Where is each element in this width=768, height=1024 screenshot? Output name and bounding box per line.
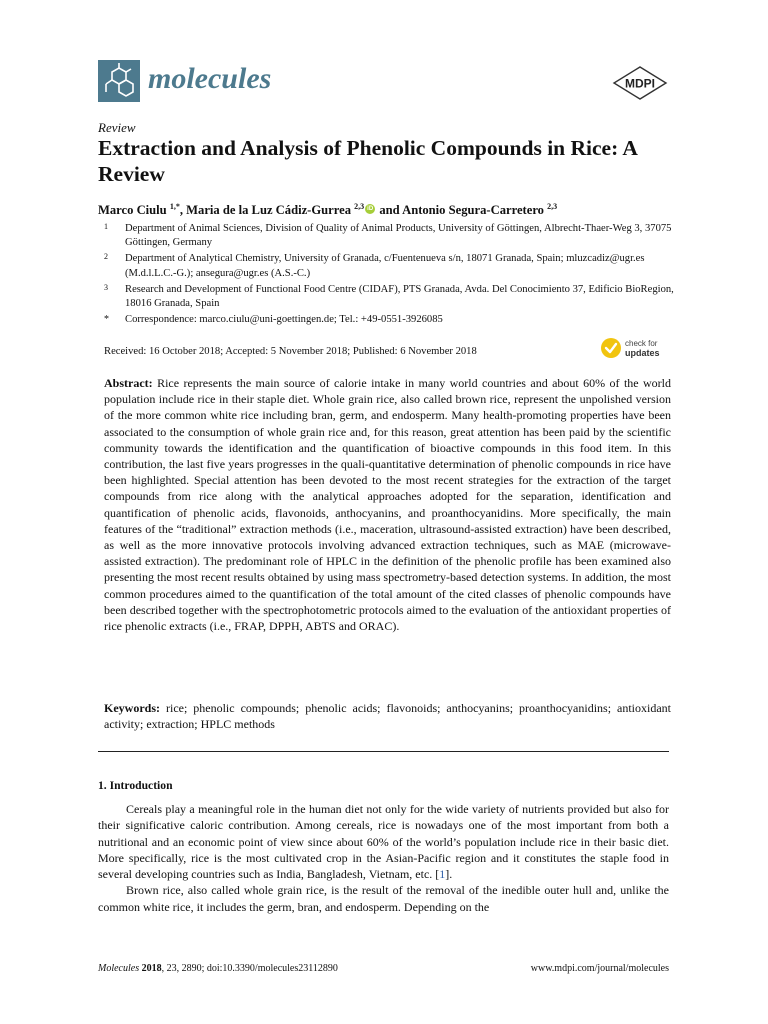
keywords bbox=[104, 700, 671, 732]
author-affiliation-marker: 2,3 bbox=[354, 202, 365, 211]
correspondence-marker: * bbox=[104, 314, 109, 326]
check-for-updates-button[interactable] bbox=[600, 336, 670, 360]
mdpi-logo-text: MDPI bbox=[625, 76, 655, 91]
paragraph-text: Cereals play a meaningful role in the human diet not only for the wide variety of nutrients provided but also for their significative caloric contribution. Among cereals, rice is nowadays one of the most important from both a nutritional and an economic point of view since about 60% of the world’s population include rice in their basic diet. More specifically, rice is the most cultivated crop in the Asian-Pacific region and it constitutes the staple food in several developing countries such as India, Bangladesh, Vietnam, etc. [ bbox=[98, 802, 669, 882]
introduction-body bbox=[98, 801, 669, 915]
abstract-text: Rice represents the main source of calorie intake in many world countries and about 60% of the world population include rice in their staple diet. Whole grain rice, also called brown rice, represent the unpolished version of the more common white rice including bran, germ, and endosperm. Many health-promoting properties have been associated to the consumption of whole grain rice and, for this reason, great attention has been paid by the scientific community towards the identification and the quantification of bioactive compounds in this food item. In this contribution, the last five years progresses in the quali-quantitative determination of phenolic compounds in rice have been highlighted. Special attention has been devoted to the most recent strategies for the extraction of the target compounds from rice along with the analytical approaches adopted for the separation, identification and quantification of phenolic acids, flavonoids, anthocyanins, and proanthocyanidins. More specifically, the main features of the “traditional” extraction methods (i.e., maceration, ultrasound-assisted extraction) have been described, as well as the more innovative protocols involving advanced extraction techniques, such as MAE (microwave-assisted extraction). The predominant role of HPLC in the definition of the phenolic profile has been examined also presenting the most recent results obtained by using mass spectrometry-based detection systems. In addition, the most common procedures aimed to the quantification of the total amount of the cited classes of phenolic compounds have been described together with the spectrophotometric protocols aimed to the evaluation of the antioxidant properties of rice phenolic extracts (i.e., FRAP, DPPH, ABTS and ORAC). bbox=[104, 376, 671, 634]
article-title: Extraction and Analysis of Phenolic Compounds in Rice: A Review bbox=[98, 136, 637, 186]
journal-logo-icon bbox=[98, 60, 140, 102]
affiliation-text: Department of Analytical Chemistry, University of Granada, c/Fuentenueva s/n, 18071 Granada, Spain; mluzcadiz@ugr.es (M.d.l.L.C.-G.); ansegura@ugr.es (A.S.-C.) bbox=[125, 253, 645, 279]
affiliation-list bbox=[104, 222, 674, 329]
correspondence-text: Correspondence: marco.ciulu@uni-goettingen.de; Tel.: +49-0551-3926085 bbox=[125, 314, 443, 326]
affiliation-text: Department of Animal Sciences, Division of Quality of Animal Products, University of Göttingen, Albrecht-Thaer-Weg 3, 37075 Göttingen, Germany bbox=[125, 223, 672, 249]
mdpi-logo-icon bbox=[612, 66, 668, 104]
check-for-text: check for bbox=[625, 339, 658, 348]
author-affiliation-marker: 1,* bbox=[169, 202, 180, 211]
section-divider bbox=[98, 751, 669, 752]
affiliation-item bbox=[104, 313, 674, 327]
journal-name: molecules bbox=[148, 62, 272, 95]
affiliation-item bbox=[104, 283, 674, 311]
citation-link[interactable]: 1 bbox=[439, 867, 446, 882]
check-badge-circle bbox=[601, 338, 621, 358]
footer-journal: Molecules bbox=[98, 963, 140, 974]
affiliation-marker: 3 bbox=[104, 282, 108, 292]
affiliation-item bbox=[104, 252, 674, 280]
updates-text: updates bbox=[625, 348, 660, 358]
author-separator: , bbox=[179, 203, 187, 218]
orcid-icon[interactable]: iD bbox=[367, 206, 374, 213]
author-list bbox=[98, 202, 557, 218]
keywords-text: rice; phenolic compounds; phenolic acids; flavonoids; anthocyanins; proanthocyanidins; antioxidant activity; extraction; HPLC methods bbox=[104, 701, 672, 732]
author-separator: and bbox=[376, 203, 403, 218]
affiliation-text: Research and Development of Functional Food Centre (CIDAF), PTS Granada, Avda. Del Conocimiento 37, Edificio BioRegion, 18016 Granada, Spain bbox=[125, 283, 674, 310]
abstract bbox=[104, 375, 671, 634]
abstract-label: Abstract: bbox=[104, 376, 153, 390]
affiliation-item bbox=[104, 222, 674, 250]
body-paragraph bbox=[98, 801, 669, 882]
author-name: Antonio Segura-Carretero bbox=[402, 203, 544, 218]
publication-dates: Received: 16 October 2018; Accepted: 5 November 2018; Published: 6 November 2018 bbox=[104, 346, 477, 357]
affiliation-marker: 1 bbox=[104, 222, 108, 231]
footer-year: 2018 bbox=[141, 963, 162, 974]
section-heading: 1. Introduction bbox=[98, 779, 173, 792]
author-name: Marco Ciulu bbox=[98, 203, 167, 218]
author-affiliation-marker: 2,3 bbox=[547, 202, 558, 211]
paragraph-text: ]. bbox=[445, 867, 453, 882]
affiliation-marker: 2 bbox=[104, 252, 108, 262]
body-paragraph: Brown rice, also called whole grain rice, is the result of the removal of the inedible outer hull and, unlike the common white rice, it includes the germ, bran, and endosperm. Depending on the bbox=[98, 883, 669, 914]
footer-url[interactable]: www.mdpi.com/journal/molecules bbox=[530, 963, 669, 974]
article-type: Review bbox=[98, 120, 136, 135]
footer-doi: , 23, 2890; doi:10.3390/molecules23112890 bbox=[161, 963, 338, 974]
keywords-label: Keywords: bbox=[104, 701, 160, 715]
footer-citation bbox=[98, 963, 338, 974]
author-name: Maria de la Luz Cádiz-Gurrea bbox=[186, 203, 352, 218]
